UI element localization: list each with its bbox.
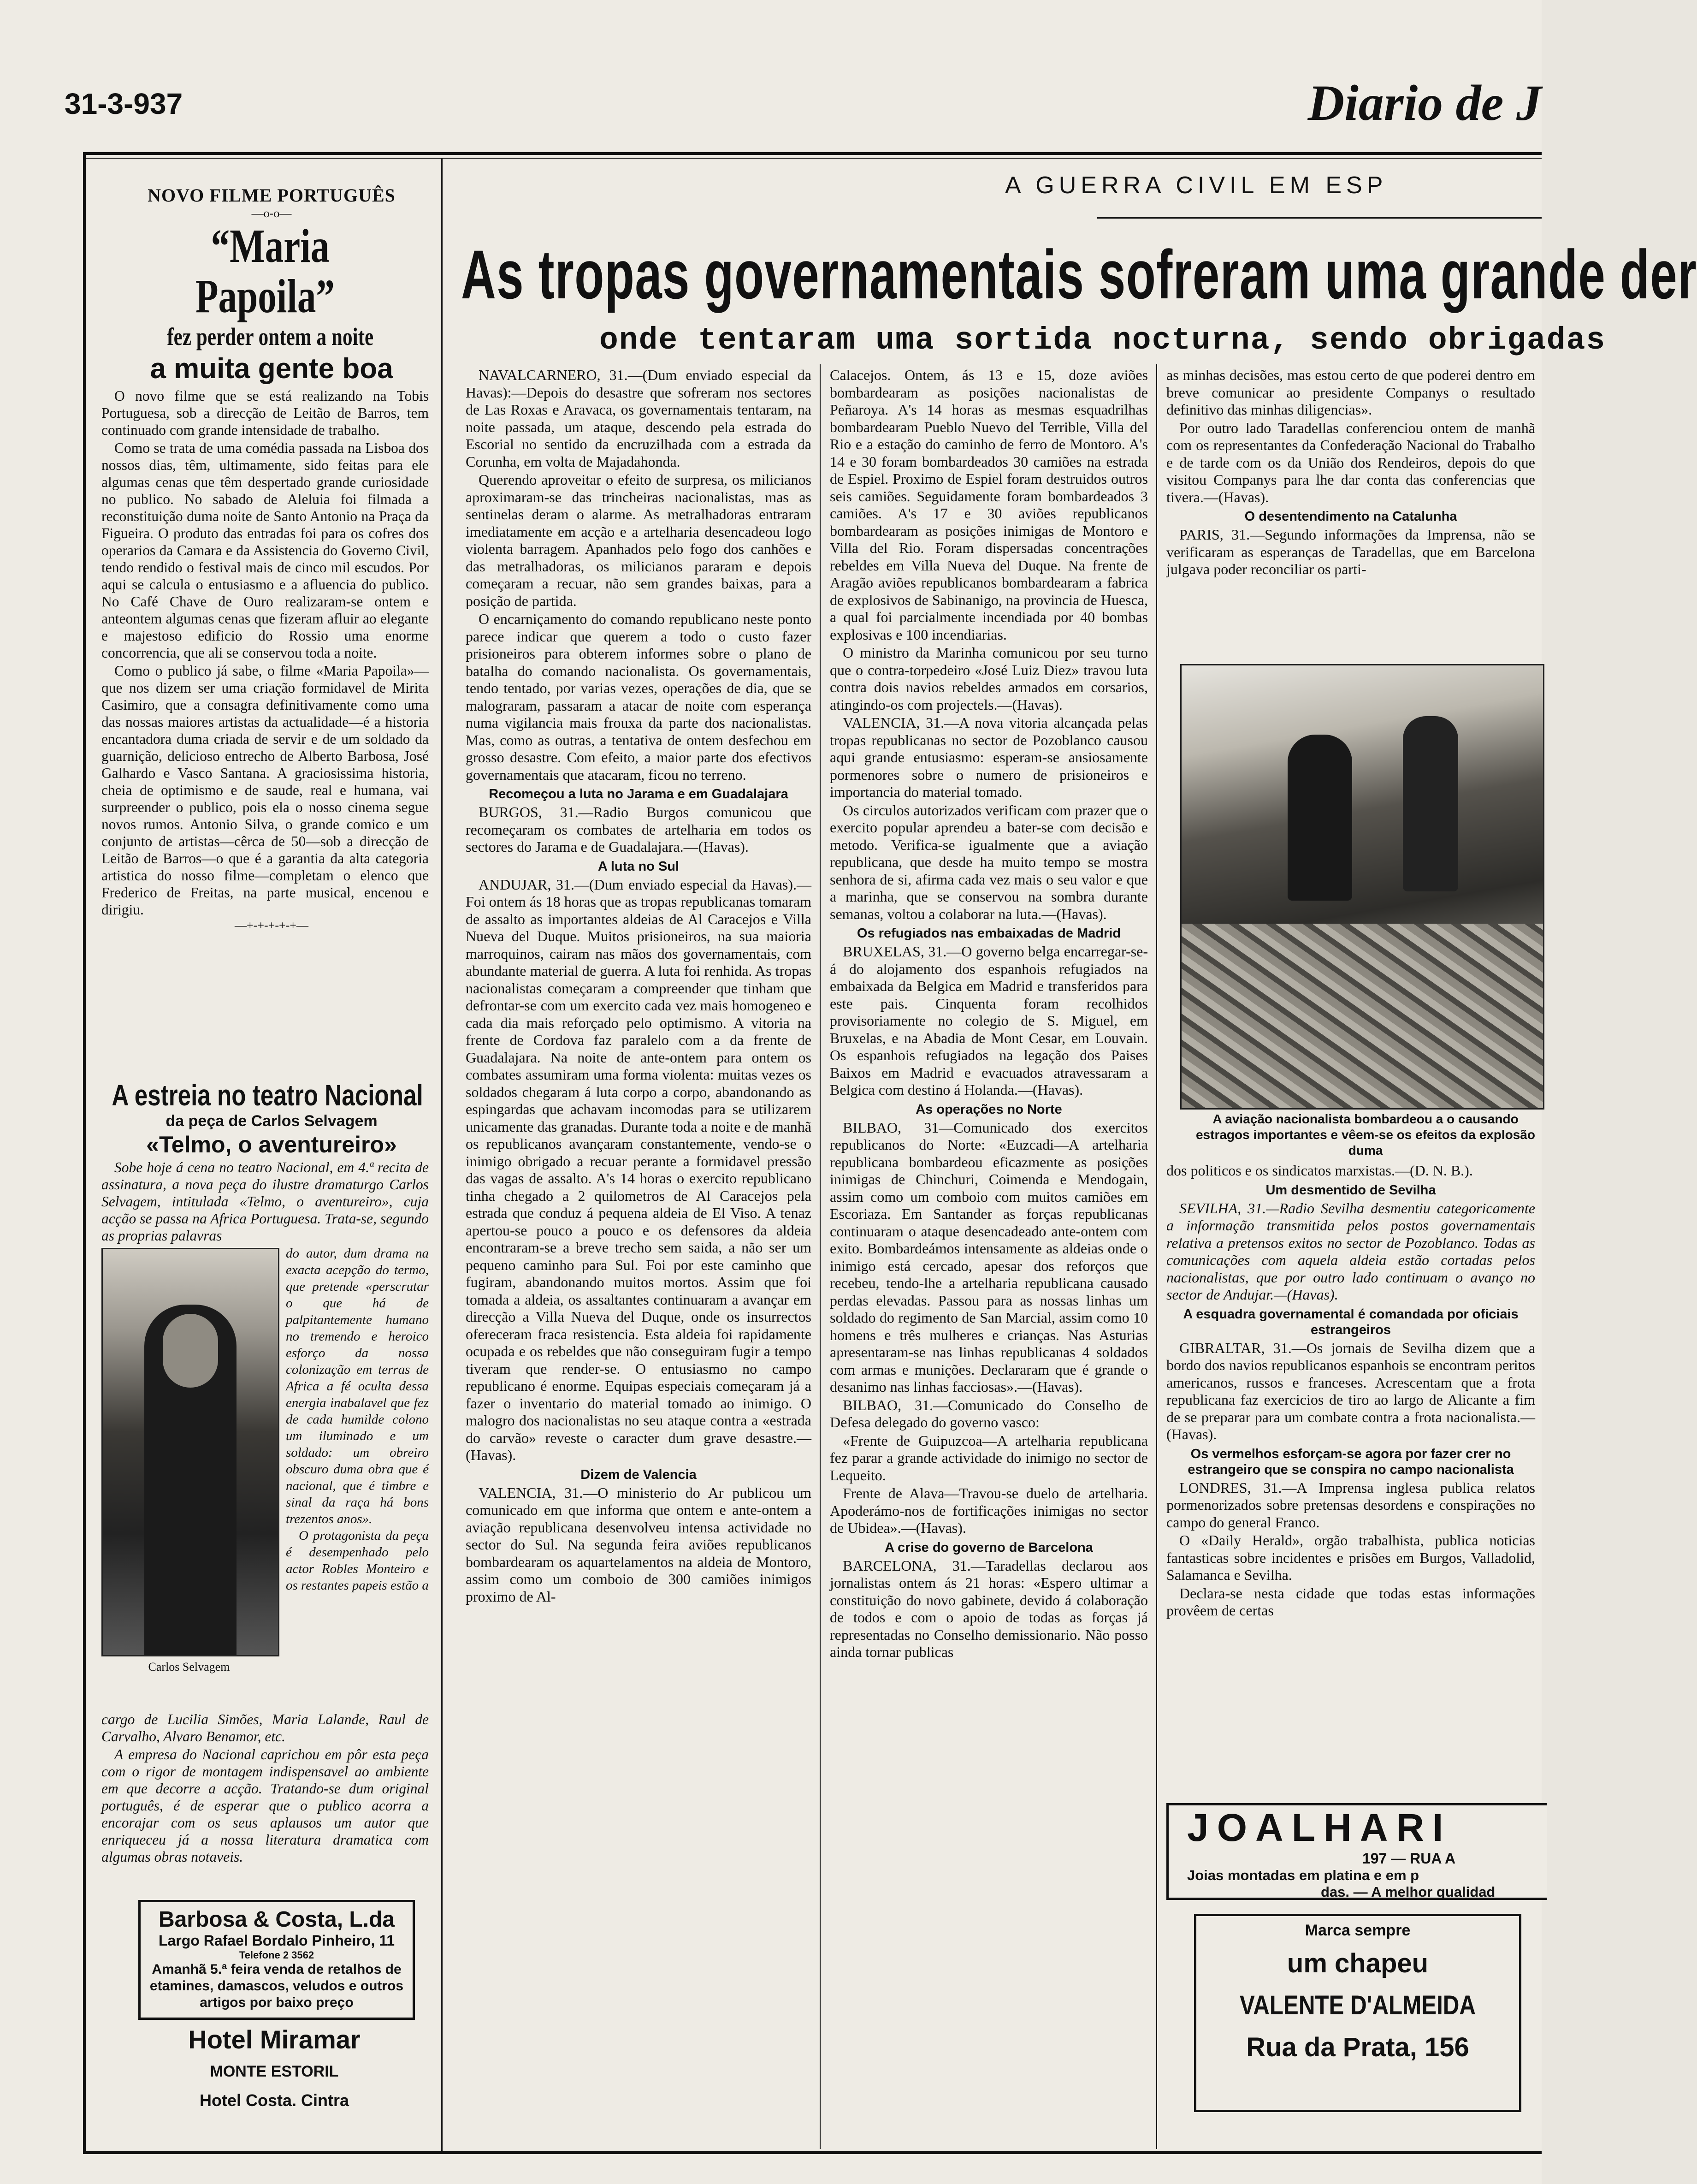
war-column-3-bottom (1166, 1162, 1535, 1798)
bombing-photo-caption: A aviação nacionalista bombardeou a o causando estragos importantes e vêem-se os efeitos da explosão duma (1195, 1112, 1536, 1157)
theatre-play-title: «Telmo, o aventureiro» (146, 1132, 397, 1158)
article-subheading: A esquadra governamental é comandada por oficiais estrangeiros (1183, 1306, 1519, 1337)
article-paragraph: BILBAO, 31.—Comunicado do Conselho de Defesa delegado do governo vasco: (830, 1396, 1148, 1430)
ad-jewellery-name: JOALHARI (1187, 1806, 1452, 1849)
article-subheading: As operações no Norte (916, 1102, 1062, 1117)
article-paragraph: GIBRALTAR, 31.—Os jornais de Sevilha dizem que a bordo dos navios republicanos espanhois se encontram peritos americanos, russos e franceses. Acrescentam que a frota republicana faz exercicios de tiro ao largo de Alicante a fim de se preparar para um combate contra a frota nacionalista.—(Havas). (1166, 1339, 1535, 1442)
ad-barbosa-text: Amanhã 5.ª feira venda de retalhos de etamines, damascos, veludos e outros artigos por baixo preço (149, 1962, 404, 2010)
theatre-portrait-block (101, 1245, 429, 1711)
film-subtitle: fez perder ontem a noite (167, 323, 374, 351)
photo-rubble (1182, 924, 1543, 1108)
article-paragraph: O ministro da Marinha comunicou por seu turno que o contra-torpedeiro «José Luiz Diez» travou luta contra dois navios rebeldes armados em corsarios, atingindo-os com projectels.—(Havas). (830, 644, 1148, 713)
bottom-rule (83, 2151, 1542, 2154)
ad-valente-almeida (1194, 1914, 1521, 2112)
theatre-closing: A empresa do Nacional caprichou em pôr esta peça com o rigor de montagem indispensavel ao ambiente em que decorre a acção. Tratando-se dum original português, é de esperar que o publico acorra a encorajar com os seus aplausos um autor que enriqueceu já a nossa literatura dramatica com algumas obras notaveis. (101, 1746, 429, 1865)
ad-hat-line-4: Rua da Prata, 156 (1246, 2032, 1469, 2062)
article-subheading: Recomeçou a luta no Jarama e em Guadalajara (489, 787, 788, 801)
ad-hotel-place: MONTE ESTORIL (210, 2063, 339, 2080)
film-paragraph-2: Como se trata de uma comédia passada na Lisboa dos nossos dias, têm, ultimamente, sido feitas para ele algumas cenas que têm despertado grande curiosidade no publico. No sabado de Aleluia foi filmada a reconstituição duma noite de Santo Antonio na Praça da Figueira. O produto das entradas foi para os cofres dos operarios da Camara e da Assistencia do Governo Civil, tendo rendido o festival mais de cinco mil escudos. Por aqui se calcula o entusiasmo e a afluencia do publico. No Café Chave de Ouro realizaram-se ontem e anteontem algumas cenas que fizeram afluir ao elegante e majestoso edificio do Rossio uma enorme concorrencia, que ali se conservou toda a noite. (101, 439, 429, 661)
column-rule-2 (1156, 364, 1157, 2149)
article-paragraph: PARIS, 31.—Segundo informações da Imprensa, não se verificaram as esperanças de Taradellas, que em Barcelona julgava poder reconciliar os parti- (1166, 526, 1535, 577)
film-subtitle-2: a muita gente boa (150, 353, 393, 385)
article-subheading: A crise do governo de Barcelona (885, 1540, 1093, 1555)
ad-jewellery (1166, 1803, 1547, 1900)
article-paragraph: VALENCIA, 31.—O ministerio do Ar publicou um comunicado em que informa que ontem e ante-ontem a aviação republicana desenvolveu intensa actividade no sector do Sul. Na segunda feira aviões republicanos bombardearam os aquartelamentos na aldeia de Montoro, assim como um comboio de 300 camiões inimigos proximo de Al- (466, 1484, 811, 1605)
bombing-ruins-photo (1180, 664, 1544, 1110)
main-headline: As tropas governamentais sofreram uma grande der (461, 236, 1697, 313)
article-subheading: Dizem de Valencia (580, 1467, 697, 1482)
ad-hat-line-3: VALENTE D'ALMEIDA (1239, 1990, 1476, 2020)
ad-hotel-name: Hotel Miramar (188, 2025, 361, 2054)
ad-barbosa-phone: Telefone 2 3562 (239, 1949, 314, 1961)
article-subheading: Os refugiados nas embaixadas de Madrid (857, 926, 1121, 941)
left-border (83, 152, 86, 2154)
article-paragraph: VALENCIA, 31.—A nova vitoria alcançada pelas tropas republicanas no sector de Pozoblanco causou aqui grande entusiasmo: esperam-se ansiosamente pormenores sobre o numero de prisioneiros e importancia do material tomado. (830, 714, 1148, 800)
war-column-2 (830, 367, 1148, 2151)
article-paragraph: ANDUJAR, 31.—(Dum enviado especial da Havas).—Foi ontem ás 18 horas que as tropas republicanas tomaram de assalto as importantes aldeias de Al Caracejos e Villa Nueva del Duque. Muitos prisioneiros, na sua maioria marroquinos, cairam nas mãos dos governamentais, com abundante material de guerra. A luta foi renhida. As tropas nacionalistas começaram a compreender que tinham que defrontar-se com um exercito cada vez mais homogeneo e cada dia mais reforçado pelo optimismo. A vitoria na frente de Cordova faz paralelo com a da frente de Guadalajara. Na noite de ante-ontem para ontem os combates assumiram uma forma violenta: muitas vezes os soldados chegaram á luta corpo a corpo, abandonando as espingardas que achavam incomodas para se utilizarem unicamente das granadas. Durante toda a noite e de manhã os republicanos avançaram constantemente, vendo-se o inimigo obrigado a recuar perante a formidavel pressão das vagas de assalto. A's 14 horas o exercito republicano tinha chegado a 2 quilometros de Al Caracejos pela estrada que conduz á pequena aldeia de El Viso. A tenaz apertou-se pouco a pouco e os defensores da aldeia encontraram-se a breve trecho sem saida, a não ser um pequeno caminho para Sul. Foi por este caminho que fugiram, abandonando muitos mortos. Assim que foi tomada a aldeia, os assaltantes continuaram a avançar em direcção a Villa Nueva del Duque, onde os insurrectos ofereceram fraca resistencia. Esta aldeia foi rapidamente ocupada e os rebeldes que não conseguiram fugir a tempo tiveram que render-se. O entusiasmo no campo republicano é enorme. Equipas especiais começaram já a fazer o inventario do material tomado ao inimigo. O malogro dos nacionalistas no seu ataque contra a «estrada do carvão» reveste o caracter dum grave desastre.—(Havas). (466, 876, 811, 1463)
photo-figure-2 (1403, 716, 1458, 891)
ad-jewellery-line-1: Joias montadas em platina e em p (1187, 1867, 1419, 1883)
theatre-cast: cargo de Lucilia Simões, Maria Lalande, Raul de Carvalho, Alvaro Benamor, etc. (101, 1711, 429, 1745)
article-paragraph: Os circulos autorizados verificam com prazer que o exercito popular aprendeu a bater-se com decisão e metodo. Verifica-se igualmente que a aviação republicana, que desde ha muito tempo se mostra senhora de si, afirma cada vez mais o seu valor e que a marinha, que se conservou na sombra durante semanas, voltou a colaborar na luta.—(Havas). (830, 801, 1148, 922)
article-subheading: Os vermelhos esforçam-se agora por fazer crer no estrangeiro que se conspira no campo nacionalista (1188, 1446, 1514, 1477)
article-paragraph: O encarniçamento do comando republicano neste ponto parece indicar que querem a todo o custo fazer prisioneiros para obterem informes sobre o plano de batalha do comando nacionalista. Os governamentais, tendo tentado, por varias vezes, operações de dia, que se malograram, passaram a atacar de noite com esperança numa vigilancia mais frouxa da parte dos nacionalistas. Mas, como as outras, a tentativa de ontem desfechou em grosso desastre. Com efeito, a maior parte dos efectivos governamentais que atacaram, ficou no terreno. (466, 611, 811, 783)
article-paragraph: «Frente de Guipuzcoa—A artelharia republicana fez parar a grande actividade do inimigo no sector de Lequeito. (830, 1432, 1148, 1484)
film-kicker: NOVO FILME PORTUGUÊS (148, 185, 396, 206)
left-column-film-article (101, 184, 429, 1084)
ad-barbosa-name: Barbosa & Costa, L.da (158, 1907, 395, 1932)
article-paragraph: BURGOS, 31.—Radio Burgos comunicou que recomeçaram os combates de artelharia em todos os sectores do Jarama e de Guadalajara.—(Havas). (466, 804, 811, 855)
article-paragraph: dos politicos e os sindicatos marxistas.—(D. N. B.). (1166, 1162, 1473, 1179)
article-paragraph: Calacejos. Ontem, ás 13 e 15, doze aviões bombardearam as posições nacionalistas de Peñaroya. A's 14 horas as mesmas esquadrilhas bombardearam Pueblo Nuevo del Terrible, Villa del Rio e a estação do caminho de ferro de Montoro. A's 14 e 30 foram bombardeados 30 camiões na estrada de Espiel. Proximo de Espiel foram destruidos outros seis camiões. Seguidamente foram bombardeados 3 camiões. A's 17 e 30 aviões republicanos bombardearam as posições inimigas de Montoro e Villa del Rio. Foram dispersadas concentrações rebeldes em Villa Nueva del Duque. Na frente de Aragão aviões republicanos bombardearam a fabrica de explosivos de Sabinanigo, na provincia de Huesca, a qual foi parcialmente incendiada por 40 bombas explosivas e 100 incendiarias. (830, 367, 1148, 643)
article-paragraph: Querendo aproveitar o efeito de surpresa, os milicianos aproximaram-se das trincheiras nacionalistas, mas as sentinelas deram o alarme. As metralhadoras entraram imediatamente em acção e a artelharia desencadeou logo violenta barragem. Apanhados pelo fogo dos canhões e das metralhadoras, os milicianos pararam e depois começaram a recuar, não sem grandes baixas, para a posição de partida. (466, 471, 811, 609)
war-column-3-top (1166, 367, 1535, 662)
theatre-side-text: do autor, dum drama na exacta acepção do termo, que pretende «perscrutar o que há de palpitantemente humano no tremendo e heroico esforço da nossa colonização em terras de Africa a fé oculta dessa energia inabalavel que fez de cada humilde colono um iluminado e um soldado: um obreiro obscuro duma obra que é nacional, que é timbre e sinal da raça há bons trezentos anos». O protagonista da peça é desempenhado pelo actor Robles Monteiro e os restantes papeis estão a (286, 1246, 429, 1593)
article-subheading: Um desmentido de Sevilha (1265, 1182, 1436, 1198)
issue-date: 31-3-937 (65, 87, 183, 120)
article-paragraph: BRUXELAS, 31.—O governo belga encarregar-se-á do alojamento dos espanhois refugiados na embaixada da Belgica em Madrid e transferidos para este pais. Cinquenta foram recolhidos provisoriamente no colegio de S. Miguel, em Bruxelas, e na Abadia de Mont Cesar, em Louvain. Os espanhois refugiados na legação dos Paises Baixos em Madrid e evacuados atravessaram a Belgica com destino á Holanda.—(Havas). (830, 943, 1148, 1098)
article-paragraph: Declara-se nesta cidade que todas estas informações provêem de certas (1166, 1585, 1535, 1619)
article-paragraph: NAVALCARNERO, 31.—(Dum enviado especial da Havas):—Depois do desastre que sofreram nos sectores de Las Roxas e Aravaca, os governamentais tentaram, na noite passada, um ataque, descendo pela estrada do Escorial no sentido da encruzilhada com a estrada da Corunha, em volta de Majadahonda. (466, 367, 811, 470)
film-title: “Maria Papoila” (195, 220, 335, 323)
carlos-selvagem-portrait (101, 1248, 279, 1656)
article-paragraph: BILBAO, 31—Comunicado dos exercitos republicanos do Norte: «Euzcadi—A artelharia republicana bombardeou eficazmente as posições inimigas de Chinchuri, Coimenda e Mendogain, assim como um comboio com muitos camiões em Escoriaza. Em Santander as forças republicanas continuaram o ataque desencadeado ante-ontem com exito. Bombardeámos intensamente as aldeias onde o inimigo está cercado, apesar dos reforços que recebeu, tendo-lhe a artelharia republicana causado perdas elevadas. Passou para as nossas linhas um soldado do regimento de San Marcial, assim como 10 homens e três mulheres e crianças. Nas Asturias apresentaram-se nas linhas republicanas 4 soldados com armas e munições. Declararam que é grande o desanimo nas linhas facciosas».—(Havas). (830, 1119, 1148, 1395)
section-heading: A GUERRA CIVIL EM ESP (1005, 172, 1388, 199)
left-column-rule (441, 159, 443, 2151)
article-subheading: O desentendimento na Catalunha (1244, 509, 1457, 524)
war-column-1 (466, 367, 811, 2151)
film-paragraph-3: Como o publico já sabe, o filme «Maria Papoila»—que nos dizem ser uma criação formidavel de Mirita Casimiro, que a consagra definitivamente como uma das nossas maiores artistas da actualidade—é a historia encantadora duma criada de servir e de um soldado da guarnição, delicioso entrecho de Alberto Barbosa, José Galhardo e Vasco Santana. A graciosissima historia, cheia de optimismo e de saude, real e humana, vai surpreender o publico, pois ela o nosso cinema segue novos rumos. Antonio Silva, o grande comico e um conjunto de artistas—cêrca de 50—sob a direcção de Leitão de Barros—o que é a garantia da alta categoria artistica do nosso filme—completam o elenco que Frederico de Freitas, na parte musical, encenou e dirigiu. (101, 662, 429, 918)
article-paragraph: O «Daily Herald», orgão trabalhista, publica noticias fantasticas sobre incidentes e prisões em Burgos, Valladolid, Salamanca e Sevilha. (1166, 1532, 1535, 1583)
ad-barbosa-address: Largo Rafael Bordalo Pinheiro, 11 (158, 1932, 395, 1949)
article-subheading: A luta no Sul (597, 859, 680, 874)
ad-hat-line-1: Marca sempre (1305, 1922, 1411, 1939)
film-separator: —o-o— (251, 207, 292, 220)
photo-figure-1 (1288, 735, 1352, 901)
film-end-separator: —+-+-+-+-+— (235, 918, 308, 932)
ad-jewellery-address: 197 — RUA A (1362, 1850, 1456, 1867)
main-subheadline: onde tentaram uma sortida nocturna, sendo obrigadas (599, 323, 1606, 358)
ad-barbosa-costa (138, 1900, 415, 2020)
section-rule (1097, 217, 1542, 219)
ad-jewellery-line-2: das. — A melhor qualidad (1321, 1884, 1496, 1900)
top-rule (83, 152, 1542, 155)
theatre-subtitle: da peça de Carlos Selvagem (166, 1112, 378, 1130)
article-paragraph: BARCELONA, 31.—Taradellas declarou aos jornalistas ontem ás 21 horas: «Espero ultimar a constituição do novo gabinete, devido á colaboração de todos e com o apoio de todas as forças já representadas no Conselho demissionario. Não posso ainda tornar publicas (830, 1557, 1148, 1660)
article-paragraph: LONDRES, 31.—A Imprensa inglesa publica relatos pormenorizados sobre pretensas desordens e conspirações no campo do general Franco. (1166, 1479, 1535, 1531)
theatre-title: A estreia no teatro Nacional (112, 1079, 423, 1112)
article-paragraph: Frente de Alava—Travou-se duelo de artelharia. Apoderámo-nos de fortificações inimigas no sector de Ubidea».—(Havas). (830, 1485, 1148, 1536)
ad-hotel-miramar (138, 2024, 410, 2135)
theatre-intro: Sobe hoje á cena no teatro Nacional, em 4.ª recita de assinatura, a nova peça do ilustre dramaturgo Carlos Selvagem, intitulada «Telmo, o aventureiro», cuja acção se passa na Africa Portuguesa. Trata-se, segundo as proprias palavras (101, 1159, 429, 1244)
left-column-theatre-article (101, 1079, 429, 1900)
portrait-caption: Carlos Selvagem (148, 1660, 230, 1674)
ad-hat-line-2: um chapeu (1287, 1948, 1429, 1978)
top-rule-thin (83, 158, 1542, 159)
portrait-face (163, 1314, 218, 1388)
article-paragraph: SEVILHA, 31.—Radio Sevilha desmentiu categoricamente a informação transmitida pelos postos governamentais relativa a pretensos exitos no sector de Pozoblanco. Todas as comunicações com aquela aldeia estão cortadas pelos nacionalistas, que por outro lado continuam o avanço no sector de Andujar.—(Havas). (1166, 1199, 1535, 1303)
film-paragraph-1: O novo filme que se está realizando na Tobis Portuguesa, sob a direcção de Leitão de Barros, tem continuado com grande intensidade de trabalho. (101, 387, 429, 438)
column-rule-1 (820, 364, 821, 2149)
article-paragraph: as minhas decisões, mas estou certo de que poderei dentro em breve comunicar ao presidente Companys o resultado definitivo das minhas diligencias». (1166, 367, 1535, 418)
ad-hotel-line: Hotel Costa. Cintra (199, 2091, 349, 2110)
article-paragraph: Por outro lado Taradellas conferenciou ontem de manhã com os representantes da Confederação Nacional do Trabalho e de tarde com os da União dos Rendeiros, depois do que visitou Companys para lhe dar conta das conferencias que tivera.—(Havas). (1166, 419, 1535, 505)
masthead: Diario de J (1307, 75, 1542, 131)
